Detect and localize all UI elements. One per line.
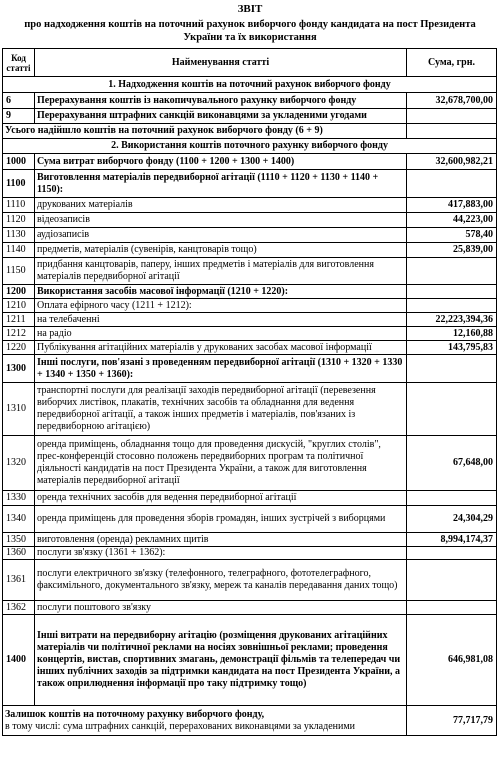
row-sum: 143,795,83 (407, 341, 497, 355)
row-code: 6 (3, 93, 35, 109)
table-row (3, 355, 497, 383)
table-row (3, 258, 497, 285)
table-row (3, 109, 497, 124)
row-name: оренда приміщень, обладнання тощо для проведення дискусій, "круглих столів", прес-конференцій стосовно положень передвиборних програм та політичної діяльності кандидатів на пост Президента України, а також для виготовлення матеріалів передвиборної агітації (35, 436, 407, 491)
table-row (3, 601, 497, 615)
row-sum (407, 601, 497, 615)
row-code: 1130 (3, 228, 35, 243)
row-sum (407, 383, 497, 436)
row-name: послуги поштового зв'язку (35, 601, 407, 615)
row-sum: 77,717,79 (407, 706, 497, 736)
row-sum: 12,160,88 (407, 327, 497, 341)
report-title: ЗВІТ (237, 3, 263, 15)
row-name: Використання засобів масової інформації (1210 + 1220): (35, 285, 407, 299)
row-sum (407, 491, 497, 506)
row-sum: 44,223,00 (407, 213, 497, 228)
row-code: 1350 (3, 533, 35, 547)
row-code: 1220 (3, 341, 35, 355)
row-code: 9 (3, 109, 35, 124)
table-row (3, 198, 497, 213)
table-row (3, 213, 497, 228)
row-code: 1150 (3, 258, 35, 285)
row-sum (407, 285, 497, 299)
row-code: 1140 (3, 243, 35, 258)
row-sum: 32,600,982,21 (407, 154, 497, 170)
table-row (3, 228, 497, 243)
row-code: 1000 (3, 154, 35, 170)
row-name: аудіозаписів (35, 228, 407, 243)
row-sum: 32,678,700,00 (407, 93, 497, 109)
header-sum: Сума, грн. (407, 49, 497, 77)
row-name: Перерахування штрафних санкцій виконавцями за укладеними угодами (35, 109, 407, 124)
row-name: Усього надійшло коштів на поточний рахунок виборчого фонду (6 + 9) (3, 124, 407, 139)
table-row (3, 313, 497, 327)
row-name: Інші витрати на передвиборну агітацію (розміщення друкованих агітаційних матеріалів чи політичної реклами на носіях зовнішньої реклами; проведення концертів, вистав, спортивних змагань, демонстрації фільмів та телепередач чи інших публічних заходів за підтримки кандидата на пост Президента України, а також оприлюднення інформації про таку підтримку тощо) (35, 615, 407, 706)
row-code: 1210 (3, 299, 35, 313)
table-row (3, 436, 497, 491)
table-row (3, 383, 497, 436)
report-subtitle: про надходження коштів на поточний рахунок виборчого фонду кандидата на пост Президента України та їх використання (24, 19, 476, 43)
row-name: транспортні послуги для реалізації заходів передвиборної агітації (перевезення виборчих листівок, плакатів, технічних засобів та обладнання для ведення передвиборної агітації, а також інших предметів і матеріалів, пов'язаних із передвиборною агітацією) (35, 383, 407, 436)
row-code: 1200 (3, 285, 35, 299)
row-name: Публікування агітаційних матеріалів у друкованих засобах масової інформації (35, 341, 407, 355)
row-name: Оплата ефірного часу (1211 + 1212): (35, 299, 407, 313)
row-name: Виготовлення матеріалів передвиборної агітації (1110 + 1120 + 1130 + 1140 + 1150): (35, 170, 407, 198)
row-sum: 417,883,00 (407, 198, 497, 213)
row-sum: 24,304,29 (407, 506, 497, 533)
row-name: оренда приміщень для проведення зборів громадян, інших зустрічей з виборцями (35, 506, 407, 533)
row-code: 1362 (3, 601, 35, 615)
row-sum: 25,839,00 (407, 243, 497, 258)
table-row (3, 491, 497, 506)
table-row (3, 506, 497, 533)
row-sum (407, 355, 497, 383)
section-heading: 1. Надходження коштів на поточний рахунок виборчого фонду (3, 77, 497, 93)
row-code: 1211 (3, 313, 35, 327)
row-sum (407, 560, 497, 601)
row-sum: 8,994,174,37 (407, 533, 497, 547)
row-sum (407, 109, 497, 124)
header-code: Код статті (3, 49, 35, 77)
table-row (3, 285, 497, 299)
row-code: 1300 (3, 355, 35, 383)
row-code: 1212 (3, 327, 35, 341)
row-code: 1120 (3, 213, 35, 228)
row-name: оренда технічних засобів для ведення передвиборної агітації (35, 491, 407, 506)
table-row (3, 154, 497, 170)
table-row (3, 170, 497, 198)
row-sum (407, 547, 497, 560)
table-row (3, 77, 497, 93)
row-code: 1320 (3, 436, 35, 491)
row-sum: 22,223,394,36 (407, 313, 497, 327)
table-row (3, 706, 497, 736)
row-sum (407, 299, 497, 313)
row-name: послуги електричного зв'язку (телефонного, телеграфного, фототелеграфного, факсимільного, документального зв'язку, мереж та каналів передавання даних тощо) (35, 560, 407, 601)
row-name: виготовлення (оренда) рекламних щитів (35, 533, 407, 547)
balance-label: Залишок коштів на поточному рахунку виборчого фонду, (5, 708, 265, 720)
section-heading: 2. Використання коштів поточного рахунку виборчого фонду (3, 139, 497, 154)
row-name: на радіо (35, 327, 407, 341)
row-sum (407, 124, 497, 139)
table-row (3, 139, 497, 154)
row-code: 1110 (3, 198, 35, 213)
row-code: 1330 (3, 491, 35, 506)
row-code: 1340 (3, 506, 35, 533)
row-name: Інші послуги, пов'язані з проведенням передвиборної агітації (1310 + 1320 + 1330 + 1340 + 1350 + 1360): (35, 355, 407, 383)
balance-sublabel: в тому числі: сума штрафних санкцій, перерахованих виконавцями за укладеними (5, 720, 356, 732)
row-name: Перерахування коштів із накопичувального рахунку виборчого фонду (35, 93, 407, 109)
row-name: придбання канцтоварів, паперу, інших предметів і матеріалів для виготовлення матеріалів передвиборної агітації (35, 258, 407, 285)
table-row (3, 341, 497, 355)
table-row (3, 533, 497, 547)
row-name: Сума витрат виборчого фонду (1100 + 1200 + 1300 + 1400) (35, 154, 407, 170)
row-name: предметів, матеріалів (сувенірів, канцтоварів тощо) (35, 243, 407, 258)
table-row (3, 327, 497, 341)
table-row (3, 243, 497, 258)
row-code: 1360 (3, 547, 35, 560)
row-code: 1400 (3, 615, 35, 706)
row-name (3, 706, 407, 736)
row-sum: 578,40 (407, 228, 497, 243)
table-row (3, 299, 497, 313)
row-sum (407, 258, 497, 285)
row-name: друкованих матеріалів (35, 198, 407, 213)
row-code: 1361 (3, 560, 35, 601)
table-row (3, 93, 497, 109)
row-code: 1100 (3, 170, 35, 198)
report-table (2, 48, 497, 736)
table-row (3, 560, 497, 601)
row-sum (407, 170, 497, 198)
row-name: на телебаченні (35, 313, 407, 327)
row-sum: 646,981,08 (407, 615, 497, 706)
header-name: Найменування статті (35, 49, 407, 77)
table-row (3, 615, 497, 706)
row-sum: 67,648,00 (407, 436, 497, 491)
row-code: 1310 (3, 383, 35, 436)
table-row (3, 547, 497, 560)
row-name: послуги зв'язку (1361 + 1362): (35, 547, 407, 560)
table-row (3, 124, 497, 139)
row-name: відеозаписів (35, 213, 407, 228)
